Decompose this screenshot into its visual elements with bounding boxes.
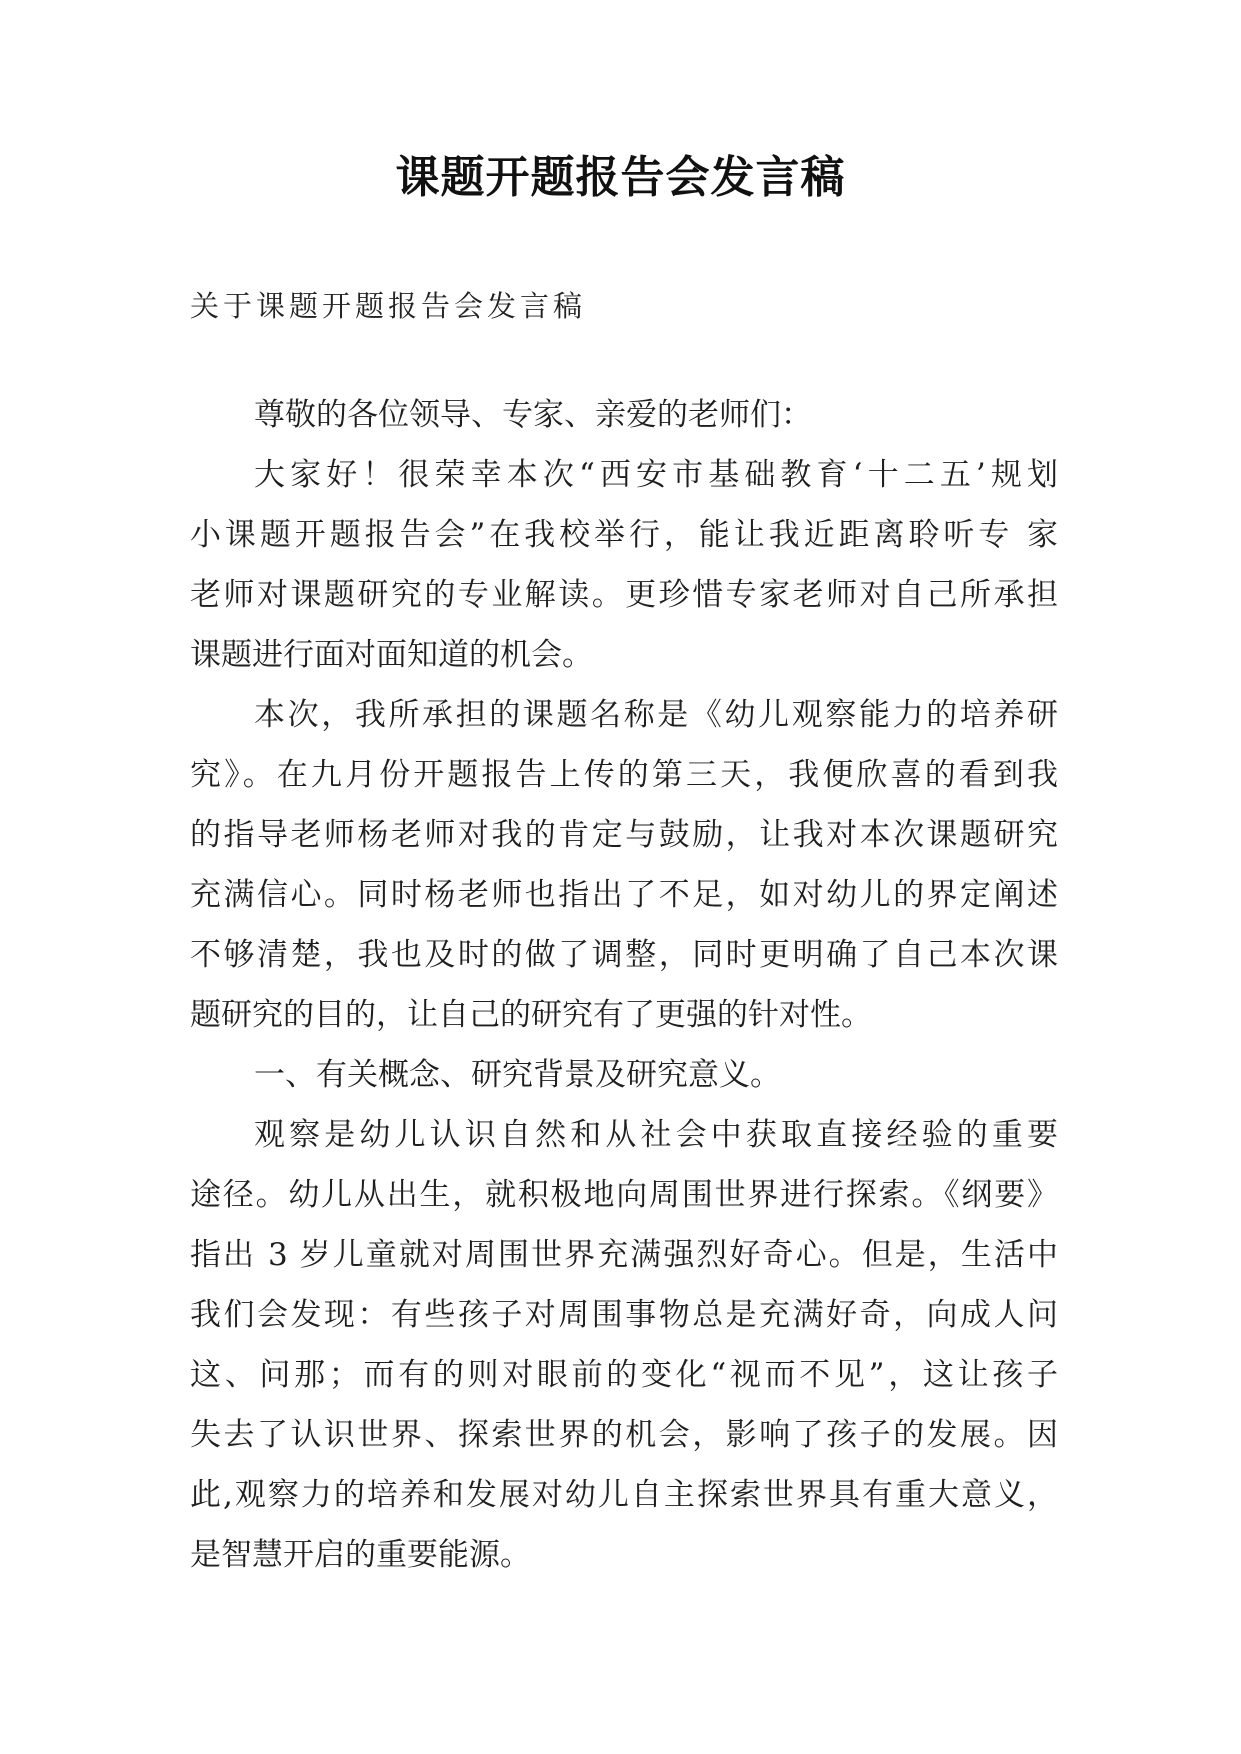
salutation-line: 尊敬的各位领导、专家、亲爱的老师们： <box>254 397 812 433</box>
paragraph-line: 题研究的目的，让自己的研究有了更强的针对性。 <box>190 997 872 1033</box>
paragraph-line: 观察是幼儿认识自然和从社会中获取直接经验的重要 <box>254 1117 1058 1153</box>
paragraph-line: 我们会发现：有些孩子对周围事物总是充满好奇，向成人问 <box>190 1297 1058 1333</box>
paragraph-line: 指出 3 岁儿童就对周围世界充满强烈好奇心。但是，生活中 <box>190 1237 1058 1273</box>
paragraph-line: 的指导老师杨老师对我的肯定与鼓励，让我对本次课题研究 <box>190 817 1058 853</box>
paragraph-line: 充满信心。同时杨老师也指出了不足，如对幼儿的界定阐述 <box>190 877 1058 913</box>
paragraph-line: 小课题开题报告会”在我校举行，能让我近距离聆听专 家 <box>190 517 1058 553</box>
paragraph-line: 不够清楚，我也及时的做了调整，同时更明确了自己本次课 <box>190 937 1058 973</box>
paragraph-line: 是智慧开启的重要能源。 <box>190 1537 531 1573</box>
document-title: 课题开题报告会发言稿 <box>395 152 846 203</box>
document-subtitle: 关于课题开题报告会发言稿 <box>190 289 587 323</box>
section-heading: 一、有关概念、研究背景及研究意义。 <box>254 1057 781 1093</box>
paragraph-line: 老师对课题研究的专业解读。更珍惜专家老师对自己所承担 <box>190 577 1058 613</box>
paragraph-line: 课题进行面对面知道的机会。 <box>190 637 593 673</box>
paragraph-line: 本次，我所承担的课题名称是《幼儿观察能力的培养研 <box>254 697 1058 733</box>
paragraph-line: 途径。幼儿从出生，就积极地向周围世界进行探索。《纲要》 <box>190 1177 1058 1213</box>
paragraph-line: 此,观察力的培养和发展对幼儿自主探索世界具有重大意义， <box>190 1477 1058 1513</box>
document-body <box>190 385 1058 1585</box>
paragraph-line: 这、问那；而有的则对眼前的变化“视而不见”，这让孩子 <box>190 1357 1058 1393</box>
paragraph-line: 失去了认识世界、探索世界的机会，影响了孩子的发展。因 <box>190 1417 1058 1453</box>
paragraph-line: 究》。在九月份开题报告上传的第三天，我便欣喜的看到我 <box>190 757 1058 793</box>
paragraph-line: 大家好！很荣幸本次“西安市基础教育‘十二五’规划 <box>254 457 1058 493</box>
